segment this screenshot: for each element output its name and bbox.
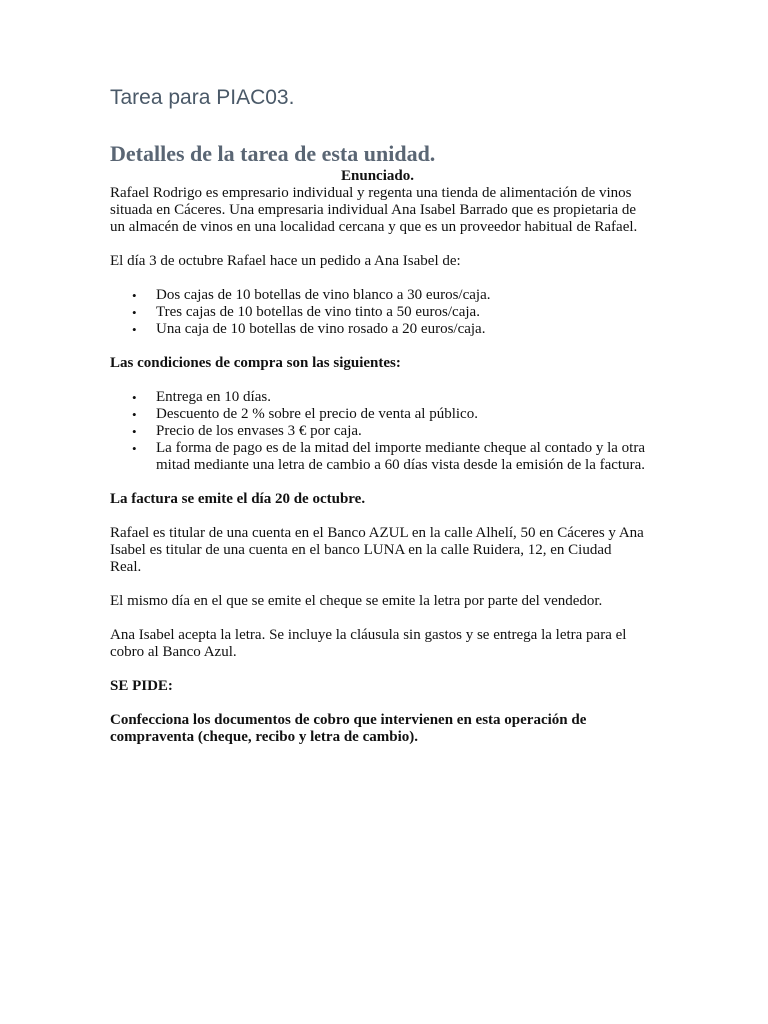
- invoice-line: La factura se emite el día 20 de octubre.: [110, 491, 366, 507]
- list-item: [132, 406, 645, 423]
- conditions-heading: Las condiciones de compra son las siguientes:: [110, 355, 401, 371]
- conditions-list: [110, 389, 645, 474]
- bullet-icon: •: [132, 322, 137, 337]
- list-item: [132, 440, 645, 474]
- list-item: [132, 389, 645, 406]
- bullet-icon: •: [132, 441, 137, 456]
- acceptance-paragraph: Ana Isabel acepta la letra. Se incluye la cláusula sin gastos y se entrega la letra para el cobro al Banco Azul.: [110, 627, 627, 660]
- task-paragraph: Confecciona los documentos de cobro que intervienen en esta operación de compraventa (cheque, recibo y letra de cambio).: [110, 712, 587, 745]
- se-pide-label: SE PIDE:: [110, 678, 173, 694]
- document-page: [110, 84, 645, 763]
- list-item: [132, 304, 645, 321]
- list-item-text: Tres cajas de 10 botellas de vino tinto a 50 euros/caja.: [156, 304, 480, 320]
- list-item: [132, 287, 645, 304]
- list-item-text: Una caja de 10 botellas de vino rosado a 20 euros/caja.: [156, 321, 486, 337]
- bullet-icon: •: [132, 424, 137, 439]
- document-title: Tarea para PIAC03.: [110, 86, 295, 109]
- bullet-icon: •: [132, 288, 137, 303]
- bullet-icon: •: [132, 305, 137, 320]
- section-title: Detalles de la tarea de esta unidad.: [110, 141, 436, 166]
- list-item-text: Dos cajas de 10 botellas de vino blanco a 30 euros/caja.: [156, 287, 491, 303]
- list-item-text: Entrega en 10 días.: [156, 389, 271, 405]
- enunciado-label: Enunciado.: [341, 168, 414, 184]
- bullet-icon: •: [132, 407, 137, 422]
- list-item-text: Precio de los envases 3 € por caja.: [156, 423, 362, 439]
- order-intro: El día 3 de octubre Rafael hace un pedido a Ana Isabel de:: [110, 253, 461, 269]
- list-item: [132, 321, 645, 338]
- list-item: [132, 423, 645, 440]
- same-day-paragraph: El mismo día en el que se emite el cheque se emite la letra por parte del vendedor.: [110, 593, 603, 609]
- intro-paragraph: Rafael Rodrigo es empresario individual y regenta una tienda de alimentación de vinos situada en Cáceres. Una empresaria individual Ana Isabel Barrado que es propietaria de un almacén de vinos en una localidad cercana y que es un proveedor habitual de Rafael.: [110, 185, 638, 235]
- accounts-paragraph: Rafael es titular de una cuenta en el Banco AZUL en la calle Alhelí, 50 en Cáceres y Ana Isabel es titular de una cuenta en el banco LUNA en la calle Ruidera, 12, en Ciudad Real.: [110, 525, 644, 575]
- list-item-text: La forma de pago es de la mitad del importe mediante cheque al contado y la otra mitad mediante una letra de cambio a 60 días vista desde la emisión de la factura.: [156, 440, 645, 473]
- order-list: [110, 287, 645, 338]
- list-item-text: Descuento de 2 % sobre el precio de venta al público.: [156, 406, 478, 422]
- bullet-icon: •: [132, 390, 137, 405]
